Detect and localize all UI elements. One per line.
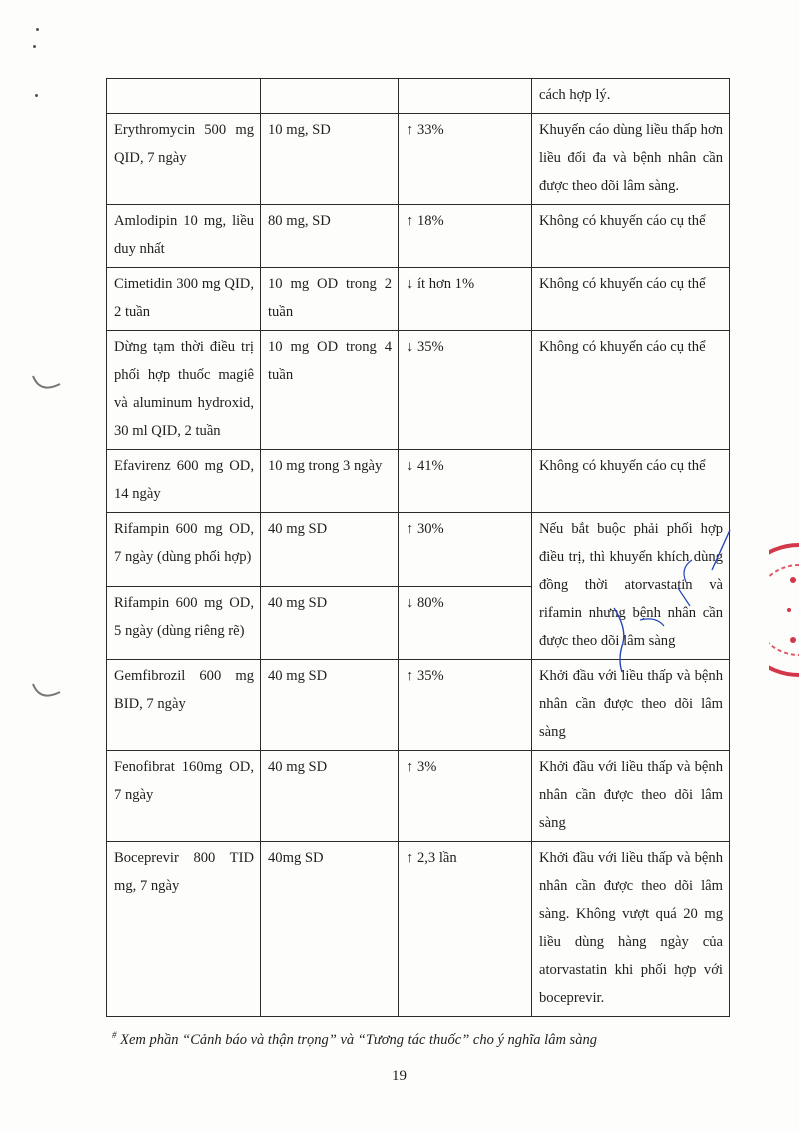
drug-cell: Amlodipin 10 mg, liều duy nhất [107, 205, 261, 268]
table-row [107, 842, 730, 1017]
advice-cell: Không có khuyến cáo cụ thể [532, 205, 730, 268]
punch-hole-mark [30, 680, 64, 706]
dose-cell: 10 mg trong 3 ngày [261, 450, 399, 513]
advice-cell: Nếu bắt buộc phải phối hợp điều trị, thì khuyến khích dùng đồng thời atorvastatin và rifamin nhưng bệnh nhân cần được theo dõi lâm sàng [532, 513, 730, 660]
effect-cell: ↑ 3% [399, 751, 532, 842]
dose-cell: 40 mg SD [261, 751, 399, 842]
table-row [107, 268, 730, 331]
effect-cell: ↑ 30% [399, 513, 532, 587]
footnote-text: Xem phần “Cảnh báo và thận trọng” và “Tương tác thuốc” cho ý nghĩa lâm sàng [120, 1031, 597, 1048]
advice-cell: Khởi đầu với liều thấp và bệnh nhân cần được theo dõi lâm sàng [532, 751, 730, 842]
dose-cell: 80 mg, SD [261, 205, 399, 268]
scan-dot [36, 28, 39, 31]
effect-cell: ↑ 2,3 lần [399, 842, 532, 1017]
punch-hole-mark [30, 370, 64, 396]
effect-cell: ↓ 80% [399, 586, 532, 660]
dose-cell: 10 mg OD trong 4 tuần [261, 331, 399, 450]
drug-cell: Fenofibrat 160mg OD, 7 ngày [107, 751, 261, 842]
advice-cell: Không có khuyến cáo cụ thể [532, 268, 730, 331]
effect-cell [399, 79, 532, 114]
dose-cell: 40mg SD [261, 842, 399, 1017]
advice-cell: Khởi đầu với liều thấp và bệnh nhân cần được theo dõi lâm sàng. Không vượt quá 20 mg liều dùng hàng ngày của atorvastatin khi phối hợp với boceprevir. [532, 842, 730, 1017]
drug-cell: Rifampin 600 mg OD, 7 ngày (dùng phối hợp) [107, 513, 261, 587]
effect-cell: ↑ 33% [399, 114, 532, 205]
dose-cell: 40 mg SD [261, 513, 399, 587]
advice-cell: Không có khuyến cáo cụ thể [532, 331, 730, 450]
drug-cell: Dừng tạm thời điều trị phối hợp thuốc magiê và aluminum hydroxid, 30 ml QID, 2 tuần [107, 331, 261, 450]
interaction-table [106, 78, 730, 1017]
table-row [107, 660, 730, 751]
drug-cell: Gemfibrozil 600 mg BID, 7 ngày [107, 660, 261, 751]
table-row [107, 751, 730, 842]
dose-cell [261, 79, 399, 114]
drug-cell [107, 79, 261, 114]
table-row [107, 513, 730, 587]
effect-cell: ↑ 18% [399, 205, 532, 268]
drug-cell: Boceprevir 800 TID mg, 7 ngày [107, 842, 261, 1017]
page-number: 19 [392, 1068, 407, 1084]
drug-cell: Efavirenz 600 mg OD, 14 ngày [107, 450, 261, 513]
drug-cell: Cimetidin 300 mg QID, 2 tuần [107, 268, 261, 331]
dose-cell: 10 mg OD trong 2 tuần [261, 268, 399, 331]
dose-cell: 40 mg SD [261, 586, 399, 660]
footnote [112, 1030, 597, 1049]
effect-cell: ↓ ít hơn 1% [399, 268, 532, 331]
dose-cell: 40 mg SD [261, 660, 399, 751]
footnote-marker: # [112, 1030, 117, 1040]
table-row [107, 331, 730, 450]
advice-cell: Khuyến cáo dùng liều thấp hơn liều đối đa và bệnh nhân cần được theo dõi lâm sàng. [532, 114, 730, 205]
advice-cell: cách hợp lý. [532, 79, 730, 114]
drug-cell: Erythromycin 500 mg QID, 7 ngày [107, 114, 261, 205]
scan-dot [33, 45, 36, 48]
table-row [107, 205, 730, 268]
table-row [107, 450, 730, 513]
table-row [107, 79, 730, 114]
advice-cell: Khởi đầu với liều thấp và bệnh nhân cần được theo dõi lâm sàng [532, 660, 730, 751]
stamp-icon [769, 540, 799, 680]
advice-cell: Không có khuyến cáo cụ thể [532, 450, 730, 513]
effect-cell: ↓ 35% [399, 331, 532, 450]
scan-dot [35, 94, 38, 97]
dose-cell: 10 mg, SD [261, 114, 399, 205]
effect-cell: ↑ 35% [399, 660, 532, 751]
drug-cell: Rifampin 600 mg OD, 5 ngày (dùng riêng rẽ) [107, 586, 261, 660]
table-row [107, 114, 730, 205]
effect-cell: ↓ 41% [399, 450, 532, 513]
